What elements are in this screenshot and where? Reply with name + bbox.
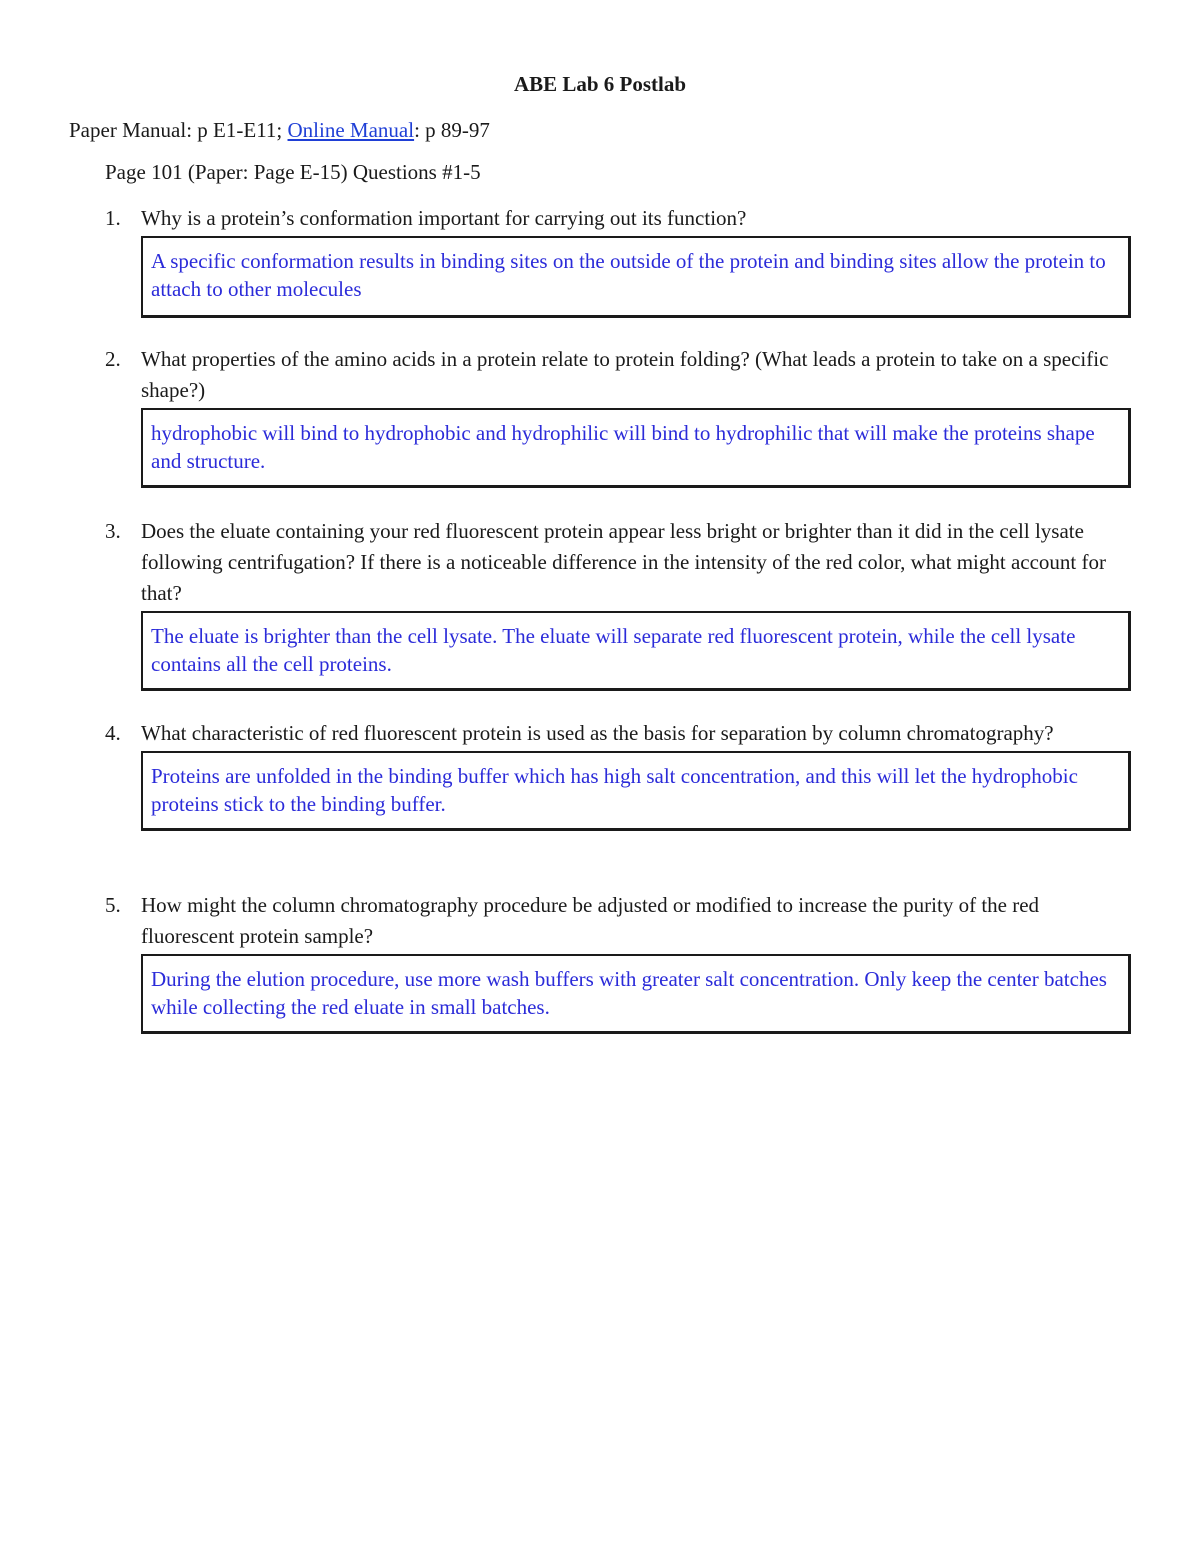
question-5 <box>105 890 1125 1034</box>
question-row <box>105 516 1125 609</box>
answer-text: A specific conformation results in binding sites on the outside of the protein and binding sites allow the protein to attach to other molecules <box>151 249 1106 301</box>
question-text: What properties of the amino acids in a protein relate to protein folding? (What leads a protein to take on a specific shape?) <box>141 347 1109 402</box>
page-reference: Page 101 (Paper: Page E-15) Questions #1-5 <box>105 160 481 184</box>
answer-box[interactable] <box>141 408 1131 488</box>
question-1 <box>105 203 1125 318</box>
question-number: 1. <box>105 206 121 230</box>
question-row <box>105 718 1125 749</box>
answer-text: The eluate is brighter than the cell lysate. The eluate will separate red fluorescent protein, while the cell lysate contains all the cell proteins. <box>151 624 1076 676</box>
question-text: Why is a protein’s conformation important for carrying out its function? <box>141 206 747 230</box>
question-text: How might the column chromatography procedure be adjusted or modified to increase the purity of the red fluorescent protein sample? <box>141 893 1040 948</box>
online-manual-link[interactable]: Online Manual <box>287 118 415 142</box>
manual-reference <box>69 118 490 143</box>
paper-manual-text: Paper Manual: p E1-E11; <box>69 118 288 142</box>
question-row <box>105 890 1125 952</box>
answer-text: During the elution procedure, use more wash buffers with greater salt concentration. Only keep the center batches while collecting the red eluate in small batches. <box>151 967 1107 1019</box>
question-row <box>105 344 1125 406</box>
question-number: 2. <box>105 347 121 371</box>
question-2 <box>105 344 1125 488</box>
answer-box[interactable] <box>141 236 1131 318</box>
question-number: 4. <box>105 721 121 745</box>
online-manual-pages: : p 89-97 <box>414 118 490 142</box>
question-text: Does the eluate containing your red fluorescent protein appear less bright or brighter than it did in the cell lysate following centrifugation? If there is a noticeable difference in the intensity of the red color, what might account for that? <box>141 519 1107 605</box>
question-number: 3. <box>105 519 121 543</box>
answer-text: Proteins are unfolded in the binding buffer which has high salt concentration, and this will let the hydrophobic proteins stick to the binding buffer. <box>151 764 1078 816</box>
question-row <box>105 203 1125 234</box>
question-number: 5. <box>105 893 121 917</box>
question-3 <box>105 516 1125 691</box>
question-4 <box>105 718 1125 831</box>
question-text: What characteristic of red fluorescent protein is used as the basis for separation by column chromatography? <box>141 721 1054 745</box>
answer-box[interactable] <box>141 611 1131 691</box>
document-title: ABE Lab 6 Postlab <box>513 72 687 96</box>
answer-text: hydrophobic will bind to hydrophobic and hydrophilic will bind to hydrophilic that will make the proteins shape and structure. <box>151 421 1095 473</box>
answer-box[interactable] <box>141 751 1131 831</box>
answer-box[interactable] <box>141 954 1131 1034</box>
